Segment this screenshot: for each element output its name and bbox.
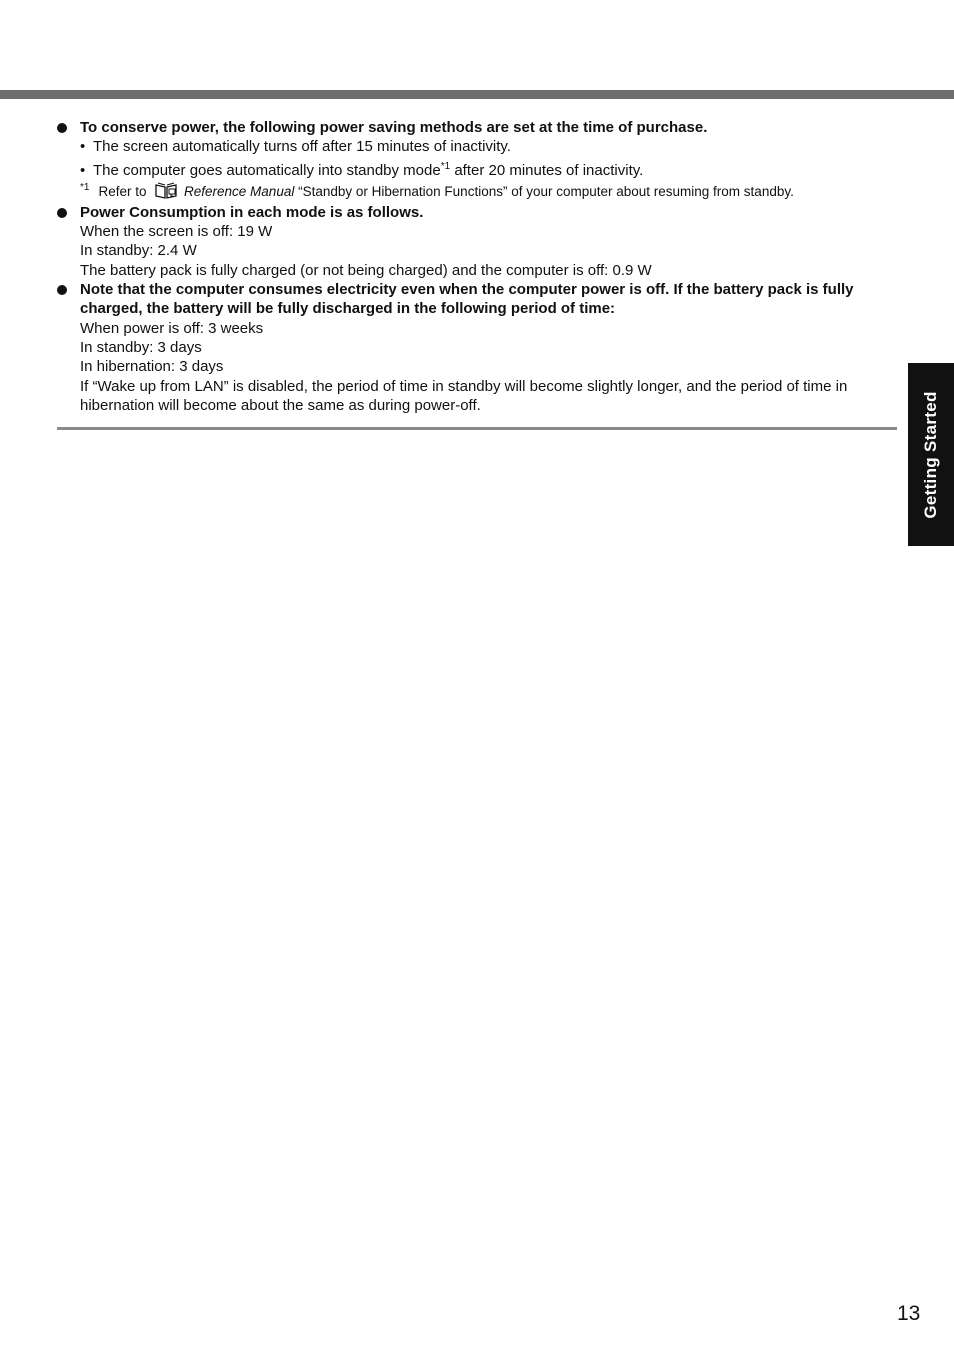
- power-consumption-section: [57, 203, 899, 280]
- reference-manual-icon: [154, 182, 178, 200]
- list-item-text: The screen automatically turns off after 15 minutes of inactivity.: [93, 138, 511, 156]
- list-item-text: The computer goes automatically into standby mode: [93, 161, 441, 179]
- discharge-power-off: When power is off: 3 weeks: [80, 319, 264, 337]
- consumption-screen-off: When the screen is off: 19 W: [80, 223, 273, 241]
- chapter-tab-label: Getting Started: [921, 390, 940, 519]
- discharge-hibernation: In hibernation: 3 days: [80, 358, 224, 376]
- consumption-off: The battery pack is fully charged (or not being charged) and the computer is off: 0.9 W: [80, 261, 652, 279]
- header-bar: [0, 90, 954, 99]
- footnote: [57, 182, 899, 203]
- power-consumption-heading: Power Consumption in each mode is as follows.: [80, 203, 424, 221]
- footnote-rest-text: “Standby or Hibernation Functions” of your computer about resuming from standby.: [294, 183, 794, 199]
- power-saving-section: [57, 118, 899, 180]
- list-item: [80, 137, 899, 156]
- footnote-mark: *1: [80, 181, 90, 193]
- bullet-icon: [57, 285, 67, 295]
- small-bullet-icon: •: [80, 161, 86, 179]
- bullet-icon: [57, 123, 67, 133]
- power-saving-heading: To conserve power, the following power saving methods are set at the time of purchase.: [80, 119, 708, 136]
- small-bullet-icon: •: [80, 138, 86, 156]
- list-item: [80, 161, 899, 180]
- footnote-reference[interactable]: *1: [440, 160, 451, 172]
- wake-on-lan-note: If “Wake up from LAN” is disabled, the period of time in standby will become slightly longer, and the period of time in hibernation will become about the same as during power-off.: [80, 377, 848, 414]
- bullet-icon: [57, 208, 67, 218]
- discharge-section: [57, 280, 899, 415]
- discharge-heading: Note that the computer consumes electricity even when the computer power is off. If the battery pack is fully charged, the battery will be fully discharged in the following period of time:: [80, 281, 854, 318]
- page-number: 13: [897, 1302, 921, 1325]
- section-divider: [57, 427, 897, 430]
- list-item-text-tail: after 20 minutes of inactivity.: [450, 161, 644, 179]
- chapter-tab: [908, 363, 954, 546]
- discharge-standby: In standby: 3 days: [80, 338, 202, 356]
- consumption-standby: In standby: 2.4 W: [80, 242, 197, 260]
- footnote-refer-text: Refer to: [98, 183, 147, 199]
- reference-manual-link[interactable]: Reference Manual: [184, 183, 295, 199]
- page-content: [57, 118, 899, 415]
